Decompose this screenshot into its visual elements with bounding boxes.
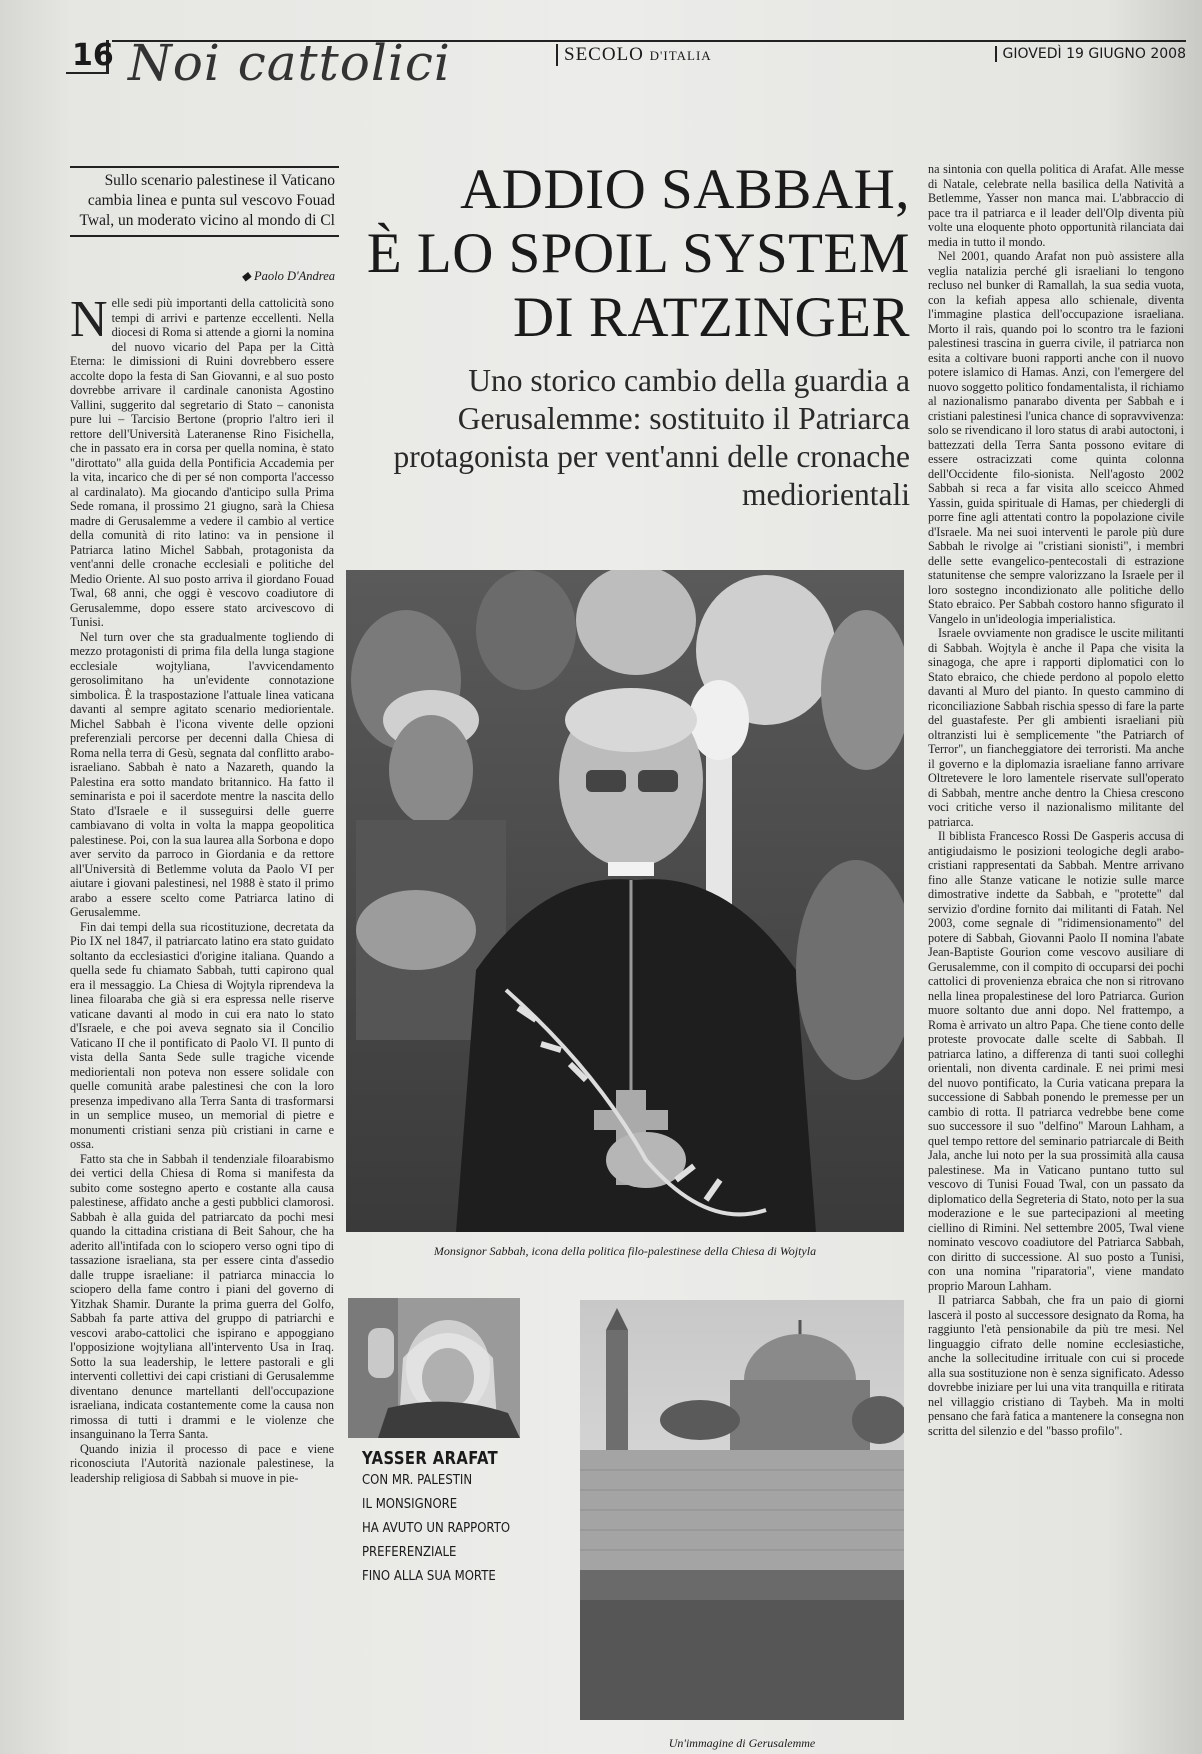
arafat-caption-line: PREFERENZIALE — [362, 1545, 457, 1560]
arafat-name: YASSER ARAFAT — [362, 1448, 499, 1469]
article-column-right — [928, 162, 1184, 1732]
main-photo-caption: Monsignor Sabbah, icona della politica filo-palestinese della Chiesa di Wojtyla — [433, 1244, 817, 1258]
article-paragraph: na sintonia con quella politica di Arafat. Alle messe di Natale, celebrate nella basilica della Natività a Betlemme, Yasser non manca mai. L'abbraccio di pace tra il patriarca e il leader dell'Olp diventa più volte una eloquente photo opportunità rilanciata dai media in tutto il mondo. — [928, 162, 1184, 249]
section-title: Noi cattolici — [128, 34, 451, 92]
arafat-photo — [348, 1298, 520, 1438]
kicker-box: Sullo scenario palestinese il Vaticano cambia linea e punta sul vescovo Fouad Twal, un moderato vicino al mondo di Cl — [70, 166, 339, 237]
arafat-caption-line: CON MR. PALESTIN — [362, 1473, 473, 1488]
article-paragraph: Fatto sta che in Sabbah il tendenziale filoarabismo dei vertici della Chiesa di Roma si manifesta da subito come sostegno aperto e costante alla causa palestinese, affidato anche a gesti pubblici clamorosi. Sabbah è alla guida del patriarcato da pochi mesi quando la cittadina cristiana di Beit Sahour, che ha aderito all'intifada con lo sciopero verso ogni tipo di tassazione israeliana, sta per essere cinta d'assedio dalle truppe israeliane: il patriarca minaccia lo sciopero della fame contro i piani del governo di Yitzhak Shamir. Durante la prima guerra del Golfo, Sabbah fa parte attiva del gruppo di patriarchi e vescovi arabo-cattolici che ispirano e appoggiano l'opposizione wojtyliana all'intervento Usa in Iraq. Sotto la sua leadership, le lettere pastorali e gli interventi collettivi dei capi cristiani di Gerusalemme diventano denunce martellanti dell'occupazione israeliana, indicata costantemente come la causa non rimossa di tutti i drammi e le violenze che insanguinano la Terra Santa. — [70, 1151, 334, 1441]
paper-name — [556, 44, 712, 66]
dropcap: N — [70, 296, 108, 348]
article-paragraph: Quando inizia il processo di pace e viene riconosciuta l'Autorità nazionale palestinese, la leadership religiosa di Sabbah si muove in pie- — [70, 1441, 334, 1485]
article-paragraph: Il biblista Francesco Rossi De Gasperis accusa di antigiudaismo le posizioni teologiche degli arabo-cristiani rappresentati da Sabbah. Mentre arrivano fino alle Stanze vaticane le notizie sulle marce dimostrative indette da Sabbah, e "protette" dal servizio d'ordine fornito dai militanti di Fatah. Nel 2003, come segnale di "ridimensionamento" del potere di Sabbah, Giovanni Paolo II nomina l'abate Jean-Baptiste Gourion come vescovo ausiliare di Gerusalemme, con il compito di occuparsi dei pochi cattolici di provenienza ebraica che non si ritrovano nella linea propalestinese del loro Patriarca. Gurion muore soltanto due anni dopo. Nel frattempo, a Roma è arrivato un altro Papa. Che tiene conto delle proteste provocate dalle scelte di Sabbah. Il patriarca latino, a differenza di tanti suoi colleghi orientali, non diventa cardinale. E nei primi mesi del nuovo pontificato, la Curia vaticana prepara la successione di Sabbah ponendo le premesse per un cambio di rotta. Il patriarca vedrebbe bene come suo successore il suo "delfino" Maroun Lahham, a quel tempo rettore del seminario patriarcale di Beith Jala, anche lui noto per la sua prossimità alla causa palestinese. Ma in Vaticano puntano tutto sul vescovo di Tunisi Fouad Twal, con un passato da diplomatico della Segreteria di Stato, noto per la sua moderazione e le sue partecipazioni al meeting ciellino di Rimini. Nel settembre 2005, Twal viene nominato vescovo coadiutore del Patriarca Sabbah, con diritto di successione. Al suo posto a Tunisi, con una nomina "riparatoria", viene mandato proprio Maroun Lahham. — [928, 829, 1184, 1293]
arafat-caption-line: FINO ALLA SUA MORTE — [362, 1569, 496, 1584]
arafat-caption-line: IL MONSIGNORE — [362, 1497, 458, 1512]
article-paragraph: Il patriarca Sabbah, che fra un paio di giorni lascerà il posto al successore designato da Roma, ha raggiunto l'età pensionabile da più tre mesi. Nel linguaggio cifrato delle nomine ecclesiastiche, anche la sollecitudine irrituale con cui si procede alla sua sostituzione non è senza significato. Adesso dovrebbe iniziare per lui una vita tranquilla e ritirata nel villaggio cristiano di Taybeh. Ma in molti pensano che farà fatica a mantenere la consegna non scritta del silenzio e del "basso profilo". — [928, 1293, 1184, 1438]
headline-line: DI RATZINGER — [512, 286, 910, 349]
article-paragraph: Nel turn over che sta gradualmente togliendo di mezzo protagonisti di prima fila della lunga stagione ecclesiale wojtyliana, l'avvicendamento gerosolimitano ha un'evidente connotazione simbolica. È la traspostazione l'attuale linea vaticana davanti al sempre agitato scenario mediorientale. Michel Sabbah è l'icona vivente delle opzioni preferenziali percorse per decenni dalla Chiesa di Roma nella terra di Gesù, segnata dal conflitto arabo-israeliano. Sabbah è nato a Nazareth, quando la Palestina era sotto mandato britannico. Ha fatto il seminarista e poi il sacerdote mentre la nascita dello Stato d'Israele e il susseguirsi delle guerre cambiavano di volta in volta la mappa geopolitica palestinese. Poi, con la sua laurea alla Sorbona e dopo aver servito da parroco in Giordania e da rettore all'Università di Betlemme voluta da Paolo VI per aiutare i giovani palestinesi, nel 1988 è stato il primo arabo a essere scelto come Patriarca latino di Gerusalemme. — [70, 629, 334, 919]
paper-name-main: SECOLO — [564, 44, 644, 65]
byline: ◆ Paolo D'Andrea — [241, 269, 335, 283]
main-photo — [346, 570, 904, 1232]
issue-date: GIOVEDÌ 19 GIUGNO 2008 — [995, 46, 1186, 62]
page-number: 16 — [72, 38, 114, 73]
masthead — [66, 32, 1186, 102]
main-photo-image — [346, 570, 904, 1232]
paragraph-text: elle sedi più importanti della cattolicità sono tempi di arrivi e partenze eccellenti. Nella diocesi di Roma si attende a giorni la nomina del nuovo vicario del Papa per la Città Eterna: le dimissioni di Ruini dovrebbero essere accolte dopo la festa di San Giovanni, e al suo posto dovrebbe arrivare il cardinale canonista Agostino Vallini, suggerito dal segretario di Stato – canonista pure lui – Tarcisio Bertone (proprio l'altro ieri il rettore dell'Università Lateranense Rino Fisichella, che in passato era in corsa per quella nomina, è stato "dirottato" alla guida della Pontificia Accademia per la vita, incarico che di per sé non comporta l'accesso al cardinalato). Ma giocando d'anticipo sulla Prima Sede romana, il prossimo 21 giugno, sarà la Chiesa madre di Gerusalemme a vedere il cambio al vertice della comunità di rito latino: va in pensione il Patriarca latino Michel Sabbah, protagonista da vent'anni delle cronache ecclesiali e politiche del Medio Oriente. Al suo posto arriva il giordano Fouad Twal, 68 anni, che oggi è vescovo coadiutore di Gerusalemme, dopo essere stato arcivescovo di Tunisi. — [70, 296, 334, 629]
arafat-photo-image — [348, 1298, 520, 1438]
headline — [350, 158, 910, 350]
article-paragraph: Fin dai tempi della sua ricostituzione, decretata da Pio IX nel 1847, il patriarcato latino era stato guidato soltanto da ecclesiastici d'origine italiana. Quando a quella sede fu chiamato Sabbah, tutti capirono qual era il messaggio. La Chiesa di Wojtyla riprendeva la linea filoaraba che già si era espressa nelle riserve vaticane davanti al modo in cui era nato lo stato d'Israele, e che poi aveva segnato sia il Concilio Vaticano II che il pontificato di Paolo VI. Il punto di vista della Santa Sede sulle tragiche vicende mediorientali non poteva non essere solidale con quelle comunità arabe palestinesi che con la loro presenza impedivano alla Terra Santa di trasformarsi in un semplice museo, un memorial di pietre e monumenti cristiani senza più cristiani in carne e ossa. — [70, 919, 334, 1151]
article-paragraph — [70, 296, 334, 630]
headline-line: È LO SPOIL SYSTEM — [366, 222, 910, 285]
headline-line: ADDIO SABBAH, — [460, 158, 910, 221]
jerusalem-photo-image — [580, 1300, 904, 1720]
article-paragraph: Nel 2001, quando Arafat non può assistere alla veglia natalizia perché gli israeliani lo tengono recluso nel bunker di Ramallah, la sua sedia vuota, con la kefiah appesa allo schienale, diventa l'immagine plastica dell'occupazione israeliana. Morto il raìs, quando poi lo scontro tra le fazioni palestinesi trascina in guerra civile, il patriarca non esita a coltivare buoni rapporti anche con il nuovo potere islamico di Hamas. Anzi, con l'emergere del nuovo soggetto politico fondamentalista, il richiamo al nazionalismo panarabo diventa per Sabbah e i cristiani palestinesi l'unica chance di sopravvivenza: solo se rivendicano il loro status di arabi autoctoni, i battezzati della Terra Santa possono evitare di essere ostracizzati come quinta colonna dell'Occidente filo-sionista. Nell'agosto 2002 Sabbah si reca a far visita allo sceicco Ahmed Yassin, guida spirituale di Hamas, per chiedergli di porre fine agli attentati contro la popolazione civile d'Israele. Ma nei suoi interventi le parole più dure Sabbah le rivolge ai "cristiani sionisti", i membri delle sette evangelico-pentecostali di estrazione statunitense che sempre valorizzano la Israele per il loro sostegno incondizionato alle politiche dello Stato ebraico. Per Sabbah costoro hanno sfigurato il Vangelo in un'ideologia imperialistica. — [928, 249, 1184, 626]
jerusalem-photo — [580, 1300, 904, 1720]
jerusalem-photo-caption: Un'immagine di Gerusalemme — [668, 1736, 816, 1750]
arafat-caption-line: HA AVUTO UN RAPPORTO — [362, 1521, 511, 1536]
article-paragraph: Israele ovviamente non gradisce le uscite militanti di Sabbah. Wojtyla è anche il Papa che visita la sinagoga, che apre i rapporti diplomatici con lo Stato ebraico, che chiede perdono al popolo eletto davanti al Muro del pianto. In questo cammino di riconciliazione Sabbah rischia spesso di fare la parte del guastafeste. Per gli ambienti israeliani più oltranzisti lui è semplicemente "the Patriarch of Terror", un fiancheggiatore dei terroristi. Ma anche il governo e la diplomazia israeliane fanno arrivare Oltretevere le loro lamentele riservate sull'operato di Sabbah, mentre anche dentro la Chiesa crescono voci critiche verso il nazionalismo militante del patriarca. — [928, 626, 1184, 829]
arafat-caption — [362, 1448, 532, 1589]
subheadline: Uno storico cambio della guardia a Gerusalemme: sostituito il Patriarca protagonista per vent'anni delle cronache mediorientali — [393, 363, 910, 512]
paper-name-suffix: D'ITALIA — [649, 48, 712, 63]
article-column-left — [70, 296, 334, 1726]
